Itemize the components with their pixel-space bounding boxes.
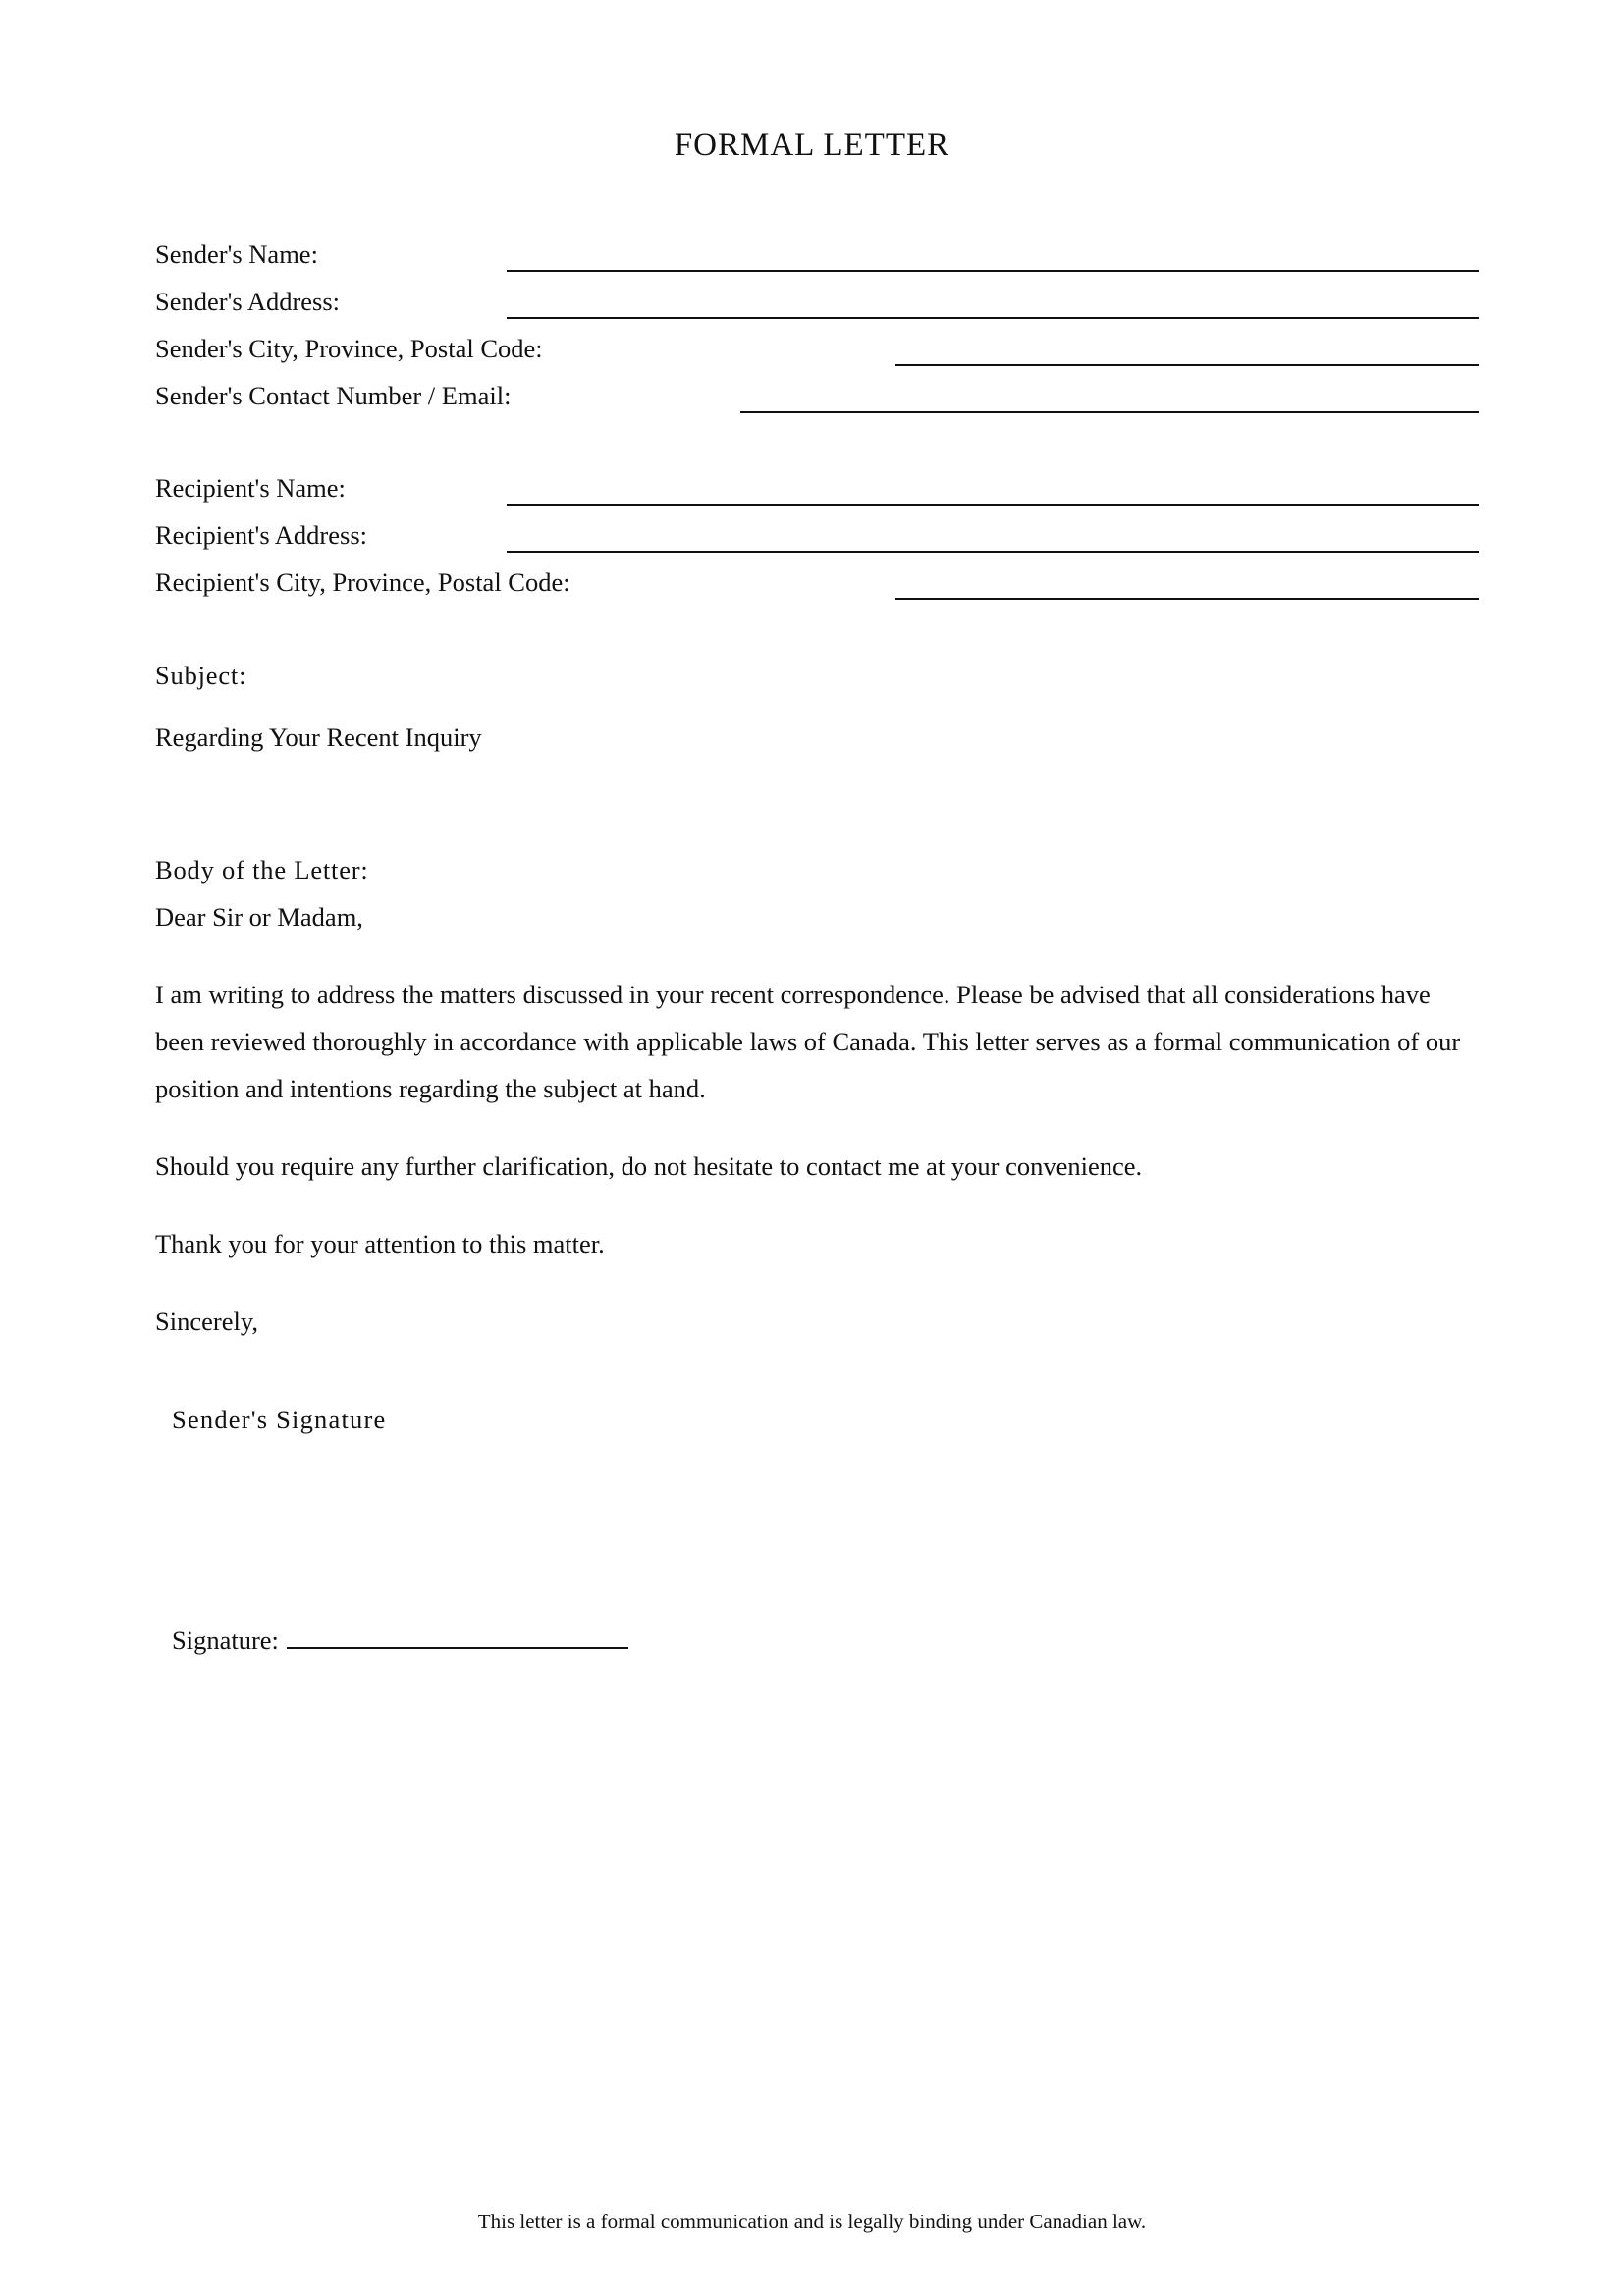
sender-city-field[interactable]	[895, 364, 1479, 366]
sender-address-label: Sender's Address:	[155, 287, 341, 316]
body-heading: Body of the Letter:	[155, 855, 369, 884]
sender-address-field[interactable]	[507, 317, 1479, 319]
signature-block-label: Sender's Signature	[172, 1405, 387, 1434]
sender-contact-field[interactable]	[740, 411, 1479, 413]
recipient-city-field[interactable]	[895, 598, 1479, 600]
recipient-name-field[interactable]	[507, 504, 1479, 506]
recipient-address-label: Recipient's Address:	[155, 520, 368, 550]
signature-line-label: Signature:	[172, 1626, 279, 1655]
footer-note: This letter is a formal communication and is legally binding under Canadian law.	[477, 2210, 1147, 2233]
signature-field[interactable]	[287, 1618, 628, 1649]
recipient-address-field[interactable]	[507, 551, 1479, 553]
sender-name-label: Sender's Name:	[155, 240, 318, 269]
sender-name-field[interactable]	[507, 270, 1479, 272]
body-paragraph: Should you require any further clarification, do not hesitate to contact me at your convenience.	[155, 1151, 1143, 1181]
recipient-name-label: Recipient's Name:	[155, 473, 346, 503]
salutation: Dear Sir or Madam,	[155, 902, 363, 932]
sender-city-label: Sender's City, Province, Postal Code:	[155, 334, 543, 363]
document-title: FORMAL LETTER	[674, 128, 950, 163]
body-paragraph: Thank you for your attention to this matter.	[155, 1229, 605, 1258]
subject-heading: Subject:	[155, 661, 247, 690]
recipient-city-label: Recipient's City, Province, Postal Code:	[155, 567, 570, 597]
signature-row	[172, 1618, 628, 1660]
subject-text: Regarding Your Recent Inquiry	[155, 722, 482, 752]
sender-contact-label: Sender's Contact Number / Email:	[155, 381, 512, 410]
body-paragraph: I am writing to address the matters discussed in your recent correspondence. Please be advised that all considerations have been reviewed thoroughly in accordance with applicable laws of Canada. This letter serves as a formal communication of our position and intentions regarding the subject at hand.	[155, 980, 1461, 1103]
closing: Sincerely,	[155, 1307, 258, 1336]
